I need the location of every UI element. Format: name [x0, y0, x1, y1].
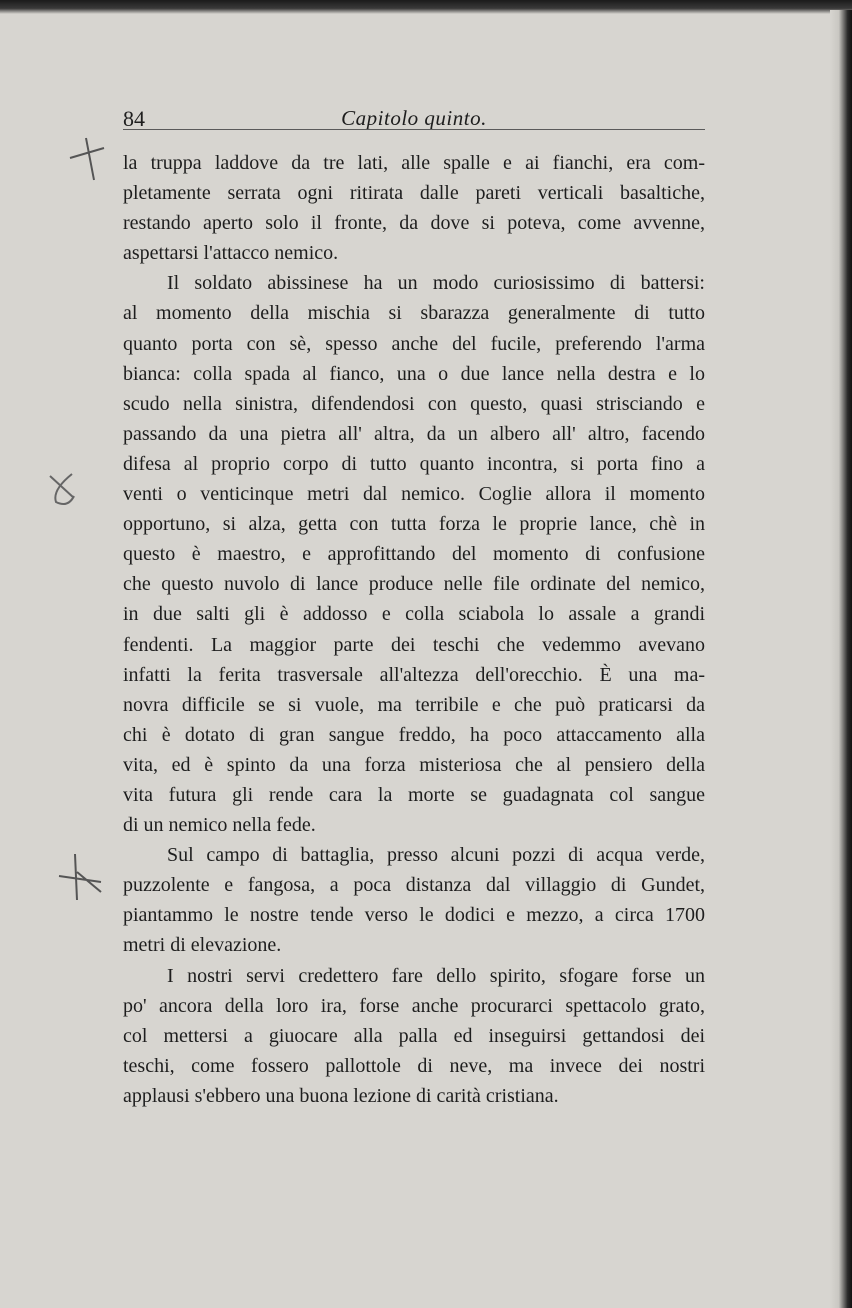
text-line: novra difficile se si vuole, ma terribile e che può praticarsi da [123, 693, 705, 716]
text-line: restando aperto solo il fronte, da dove si poteva, come avvenne, [123, 212, 705, 235]
text-line: aspettarsi l'attacco nemico. [123, 242, 339, 265]
text-line: vita futura gli rende cara la morte se guadagnata col sangue [123, 783, 705, 806]
text-line: chi è dotato di gran sangue freddo, ha poco attaccamento alla [123, 723, 705, 746]
body-text [123, 148, 705, 1111]
scan-top-edge [0, 0, 852, 14]
page-number: 84 [123, 106, 145, 131]
text-line: piantammo le nostre tende verso le dodici e mezzo, a circa 1700 [123, 904, 705, 927]
text-line: venti o venticinque metri dal nemico. Coglie allora il momento [123, 483, 705, 506]
running-title: Capitolo quinto. [341, 106, 487, 130]
text-line: questo è maestro, e approfittando del momento di confusione [123, 543, 705, 566]
text-line: di un nemico nella fede. [123, 814, 316, 837]
text-line: che questo nuvolo di lance produce nelle file ordinate del nemico, [123, 573, 705, 596]
text-line: pletamente serrata ogni ritirata dalle pareti verticali basaltiche, [123, 182, 705, 205]
text-line: vita, ed è spinto da una forza misteriosa che al pensiero della [123, 753, 705, 776]
text-line: infatti la ferita trasversale all'altezza dell'orecchio. È una ma- [123, 663, 705, 686]
text-line: scudo nella sinistra, difendendosi con questo, quasi strisciando e [123, 392, 705, 415]
text-line: in due salti gli è addosso e colla sciabola lo assale a grandi [123, 603, 705, 626]
text-line: col mettersi a giuocare alla palla ed inseguirsi gettandosi dei [123, 1024, 705, 1047]
text-line: quanto porta con sè, spesso anche del fucile, preferendo l'arma [123, 332, 705, 355]
text-line: difesa al proprio corpo di tutto quanto incontra, si porta fino a [123, 452, 705, 475]
text-line: fendenti. La maggior parte dei teschi che vedemmo avevano [123, 633, 705, 656]
text-line: applausi s'ebbero una buona lezione di carità cristiana. [123, 1084, 559, 1107]
page-header [123, 106, 705, 142]
text-line: Sul campo di battaglia, presso alcuni pozzi di acqua verde, [167, 844, 705, 867]
pencil-eight-mark-icon [44, 468, 84, 508]
text-line: la truppa laddove da tre lati, alle spalle e ai fianchi, era com- [123, 152, 705, 174]
pencil-cross-mark-icon [64, 136, 114, 186]
text-line: po' ancora della loro ira, forse anche procurarci spettacolo grato, [123, 994, 705, 1017]
text-line: puzzolente e fangosa, a poca distanza dal villaggio di Gundet, [123, 874, 705, 897]
text-line: Il soldato abissinese ha un modo curiosissimo di battersi: [167, 272, 705, 295]
text-line: opportuno, si alza, getta con tutta forza le proprie lance, chè in [123, 513, 705, 536]
text-line: I nostri servi credettero fare dello spirito, sfogare forse un [167, 964, 705, 987]
text-line: teschi, come fossero pallottole di neve, ma invece dei nostri [123, 1054, 705, 1077]
pencil-cross-mark-icon [55, 852, 105, 902]
header-rule [123, 129, 705, 130]
text-line: bianca: colla spada al fianco, una o due lance nella destra e lo [123, 362, 705, 385]
book-spine-edge [830, 10, 852, 1308]
text-line: al momento della mischia si sbarazza generalmente di tutto [123, 302, 705, 325]
text-line: passando da una pietra all' altra, da un albero all' altro, facendo [123, 422, 705, 445]
text-line: metri di elevazione. [123, 934, 282, 957]
